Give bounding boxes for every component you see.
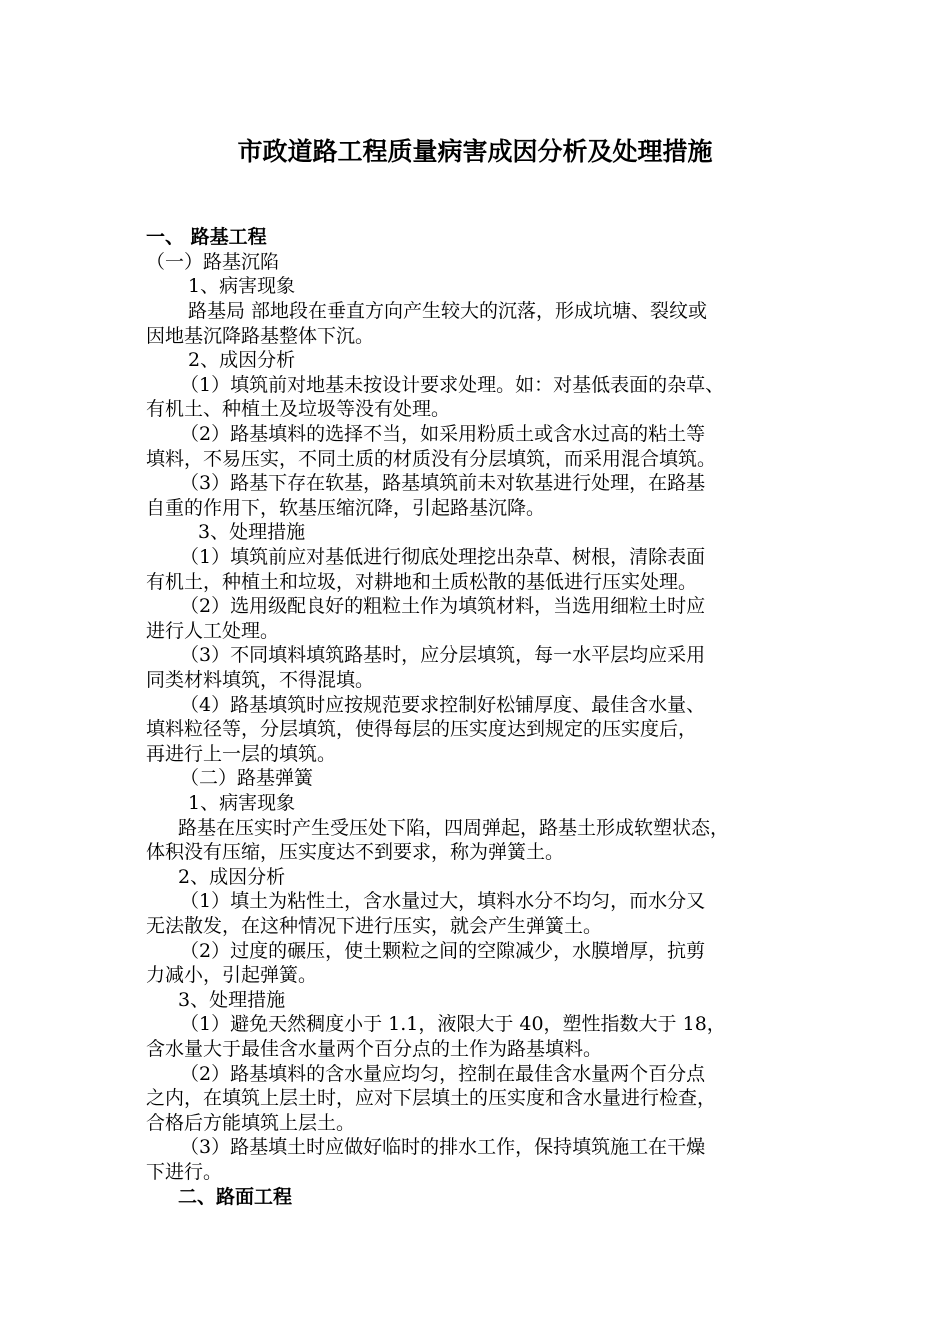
subsection-heading: （一）路基沉陷: [146, 251, 280, 273]
paragraph-line: 同类材料填筑，不得混填。: [146, 669, 375, 691]
paragraph-line: （2）选用级配良好的粗粒土作为填筑材料，当选用细粒土时应: [180, 595, 706, 617]
paragraph-line: 进行人工处理。: [146, 620, 280, 642]
paragraph-line: 再进行上一层的填筑。: [146, 743, 337, 765]
paragraph-line: （2）路基填料的含水量应均匀，控制在最佳含水量两个百分点: [180, 1063, 706, 1085]
paragraph-line: 路基局 部地段在垂直方向产生较大的沉落，形成坑塘、裂纹或: [188, 300, 708, 322]
paragraph-line: 下进行。: [146, 1161, 223, 1183]
paragraph-line: 因地基沉降路基整体下沉。: [146, 325, 375, 347]
paragraph-line: （1）填土为粘性土，含水量过大，填料水分不均匀，而水分又: [180, 890, 706, 912]
paragraph-line: 路基在压实时产生受压处下陷，四周弹起，路基土形成软塑状态，: [178, 817, 730, 839]
paragraph-line: 填料粒径等，分层填筑，使得每层的压实度达到规定的压实度后，: [146, 718, 698, 740]
paragraph-line: （3）路基下存在软基，路基填筑前未对软基进行处理，在路基: [180, 472, 706, 494]
paragraph-line: 体积没有压缩，压实度达不到要求，称为弹簧土。: [146, 841, 565, 863]
paragraph-line: （3）不同填料填筑路基时，应分层填筑，每一水平层均应采用: [180, 644, 706, 666]
paragraph-line: 含水量大于最佳含水量两个百分点的土作为路基填料。: [146, 1038, 603, 1060]
paragraph-line: 自重的作用下，软基压缩沉降，引起路基沉降。: [146, 497, 546, 519]
paragraph-line: （2）路基填料的选择不当，如采用粉质土或含水过高的粘土等: [180, 423, 706, 445]
paragraph-line: （4）路基填筑时应按规范要求控制好松铺厚度、最佳含水量、: [180, 694, 706, 716]
paragraph-line: （1）填筑前应对基低进行彻底处理挖出杂草、树根，清除表面: [180, 546, 706, 568]
item-heading: 2、成因分析: [188, 349, 296, 371]
paragraph-line: 无法散发，在这种情况下进行压实，就会产生弹簧土。: [146, 915, 603, 937]
item-heading: 3、处理措施: [178, 989, 286, 1011]
item-heading: 3、处理措施: [198, 521, 306, 543]
section-heading: 二、路面工程: [178, 1186, 293, 1208]
paragraph-line: （1）避免天然稠度小于 1.1，液限大于 40，塑性指数大于 18，: [180, 1013, 726, 1035]
item-heading: 1、病害现象: [188, 275, 296, 297]
item-heading: 1、病害现象: [188, 792, 296, 814]
paragraph-line: 填料，不易压实，不同土质的材质没有分层填筑，而采用混合填筑。: [146, 448, 717, 470]
subsection-heading: （二）路基弹簧: [180, 767, 314, 789]
paragraph-line: 有机土，种植土和垃圾，对耕地和土质松散的基低进行压实处理。: [146, 571, 698, 593]
paragraph-line: 之内，在填筑上层土时，应对下层填土的压实度和含水量进行检查，: [146, 1087, 717, 1109]
paragraph-line: 力减小，引起弹簧。: [146, 964, 318, 986]
paragraph-line: （2）过度的碾压，使土颗粒之间的空隙减少，水膜增厚，抗剪: [180, 940, 706, 962]
document-title: 市政道路工程质量病害成因分析及处理措施: [237, 137, 713, 166]
paragraph-line: 合格后方能填筑上层土。: [146, 1112, 356, 1134]
paragraph-line: （3）路基填土时应做好临时的排水工作，保持填筑施工在干燥: [180, 1136, 706, 1158]
paragraph-line: （1）填筑前对地基未按设计要求处理。如：对基低表面的杂草、: [180, 374, 725, 396]
paragraph-line: 有机土、种植土及垃圾等没有处理。: [146, 398, 451, 420]
section-heading: 一、 路基工程: [146, 226, 267, 248]
item-heading: 2、成因分析: [178, 866, 286, 888]
